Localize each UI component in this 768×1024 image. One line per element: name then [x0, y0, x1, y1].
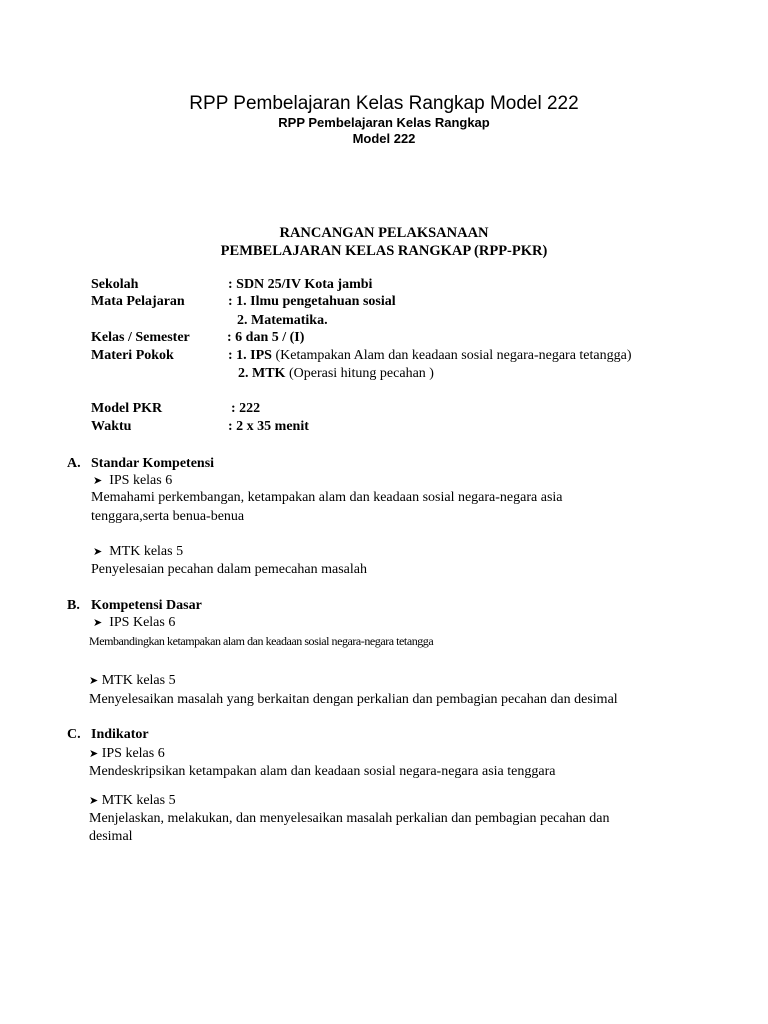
section-c-letter: C. — [67, 727, 81, 742]
section-a-letter: A. — [67, 456, 81, 471]
kelas-semester-label: Kelas / Semester — [91, 330, 190, 345]
section-c-title: Indikator — [91, 727, 149, 742]
mapel-label: Mata Pelajaran — [91, 294, 185, 309]
section-a-item2 — [93, 544, 183, 560]
mapel-value-1: : 1. Ilmu pengetahuan sosial — [228, 294, 396, 309]
section-a-item2-title: MTK kelas 5 — [109, 544, 184, 559]
arrowhead-bullet-icon: ➤ — [89, 675, 99, 687]
arrowhead-bullet-icon: ➤ — [93, 617, 103, 629]
materi-item-1 — [228, 348, 632, 364]
materi-item-2 — [238, 366, 434, 382]
materi-item-1-detail: (Ketampakan Alam dan keadaan sosial negara-negara tetangga) — [275, 348, 632, 363]
arrowhead-bullet-icon: ➤ — [93, 475, 103, 487]
kelas-semester-value: : 6 dan 5 / (I) — [227, 330, 305, 345]
arrowhead-bullet-icon: ➤ — [89, 795, 99, 807]
section-b-item2-text: Menyelesaikan masalah yang berkaitan dengan perkalian dan pembagian pecahan dan desimal — [89, 692, 618, 707]
plan-heading-line2: PEMBELAJARAN KELAS RANGKAP (RPP-PKR) — [220, 243, 548, 259]
sekolah-label: Sekolah — [91, 277, 139, 292]
sekolah-value: : SDN 25/IV Kota jambi — [228, 277, 373, 292]
section-c-item2-title: MTK kelas 5 — [101, 793, 176, 808]
waktu-label: Waktu — [91, 419, 132, 434]
section-a-item1-title: IPS kelas 6 — [109, 473, 173, 488]
section-c-item2 — [89, 793, 176, 809]
mapel-value-2: 2. Matematika. — [237, 313, 328, 328]
materi-item-2-detail: (Operasi hitung pecahan ) — [288, 366, 434, 381]
materi-item-2-prefix: 2. MTK — [238, 366, 286, 381]
model-pkr-value: : 222 — [231, 401, 261, 416]
section-a-item1-text-line1: Memahami perkembangan, ketampakan alam dan keadaan sosial negara-negara asia — [91, 490, 563, 505]
section-c-item1-title: IPS kelas 6 — [101, 746, 165, 761]
section-b-item1 — [93, 615, 175, 631]
section-b-item1-text: Membandingkan ketampakan alam dan keadaan sosial negara-negara tetangga — [89, 634, 434, 648]
model-pkr-label: Model PKR — [91, 401, 163, 416]
section-c-item1-text: Mendeskripsikan ketampakan alam dan keadaan sosial negara-negara asia tenggara — [89, 764, 556, 779]
section-a-item1 — [93, 473, 172, 489]
section-a-item2-text: Penyelesaian pecahan dalam pemecahan masalah — [91, 562, 367, 577]
document-subtitle-line2: Model 222 — [352, 131, 416, 146]
section-b-item1-title: IPS Kelas 6 — [109, 615, 176, 630]
section-a-item1-text-line2: tenggara,serta benua-benua — [91, 509, 245, 524]
waktu-value: : 2 x 35 menit — [228, 419, 309, 434]
section-a-title: Standar Kompetensi — [91, 456, 215, 471]
materi-label: Materi Pokok — [91, 348, 174, 363]
section-b-item2 — [89, 673, 176, 689]
section-b-item2-title: MTK kelas 5 — [101, 673, 176, 688]
plan-heading-line1: RANCANGAN PELAKSANAAN — [279, 225, 489, 241]
section-b-letter: B. — [67, 598, 80, 613]
document-subtitle-line1: RPP Pembelajaran Kelas Rangkap — [278, 115, 490, 130]
section-b-title: Kompetensi Dasar — [91, 598, 202, 613]
section-c-item1 — [89, 746, 165, 762]
arrowhead-bullet-icon: ➤ — [93, 546, 103, 558]
document-title: RPP Pembelajaran Kelas Rangkap Model 222 — [189, 93, 579, 114]
materi-item-1-prefix: : 1. IPS — [228, 348, 272, 363]
section-c-item2-text-line1: Menjelaskan, melakukan, dan menyelesaikan masalah perkalian dan pembagian pecahan dan — [89, 811, 610, 826]
section-c-item2-text-line2: desimal — [89, 829, 133, 844]
arrowhead-bullet-icon: ➤ — [89, 748, 99, 760]
